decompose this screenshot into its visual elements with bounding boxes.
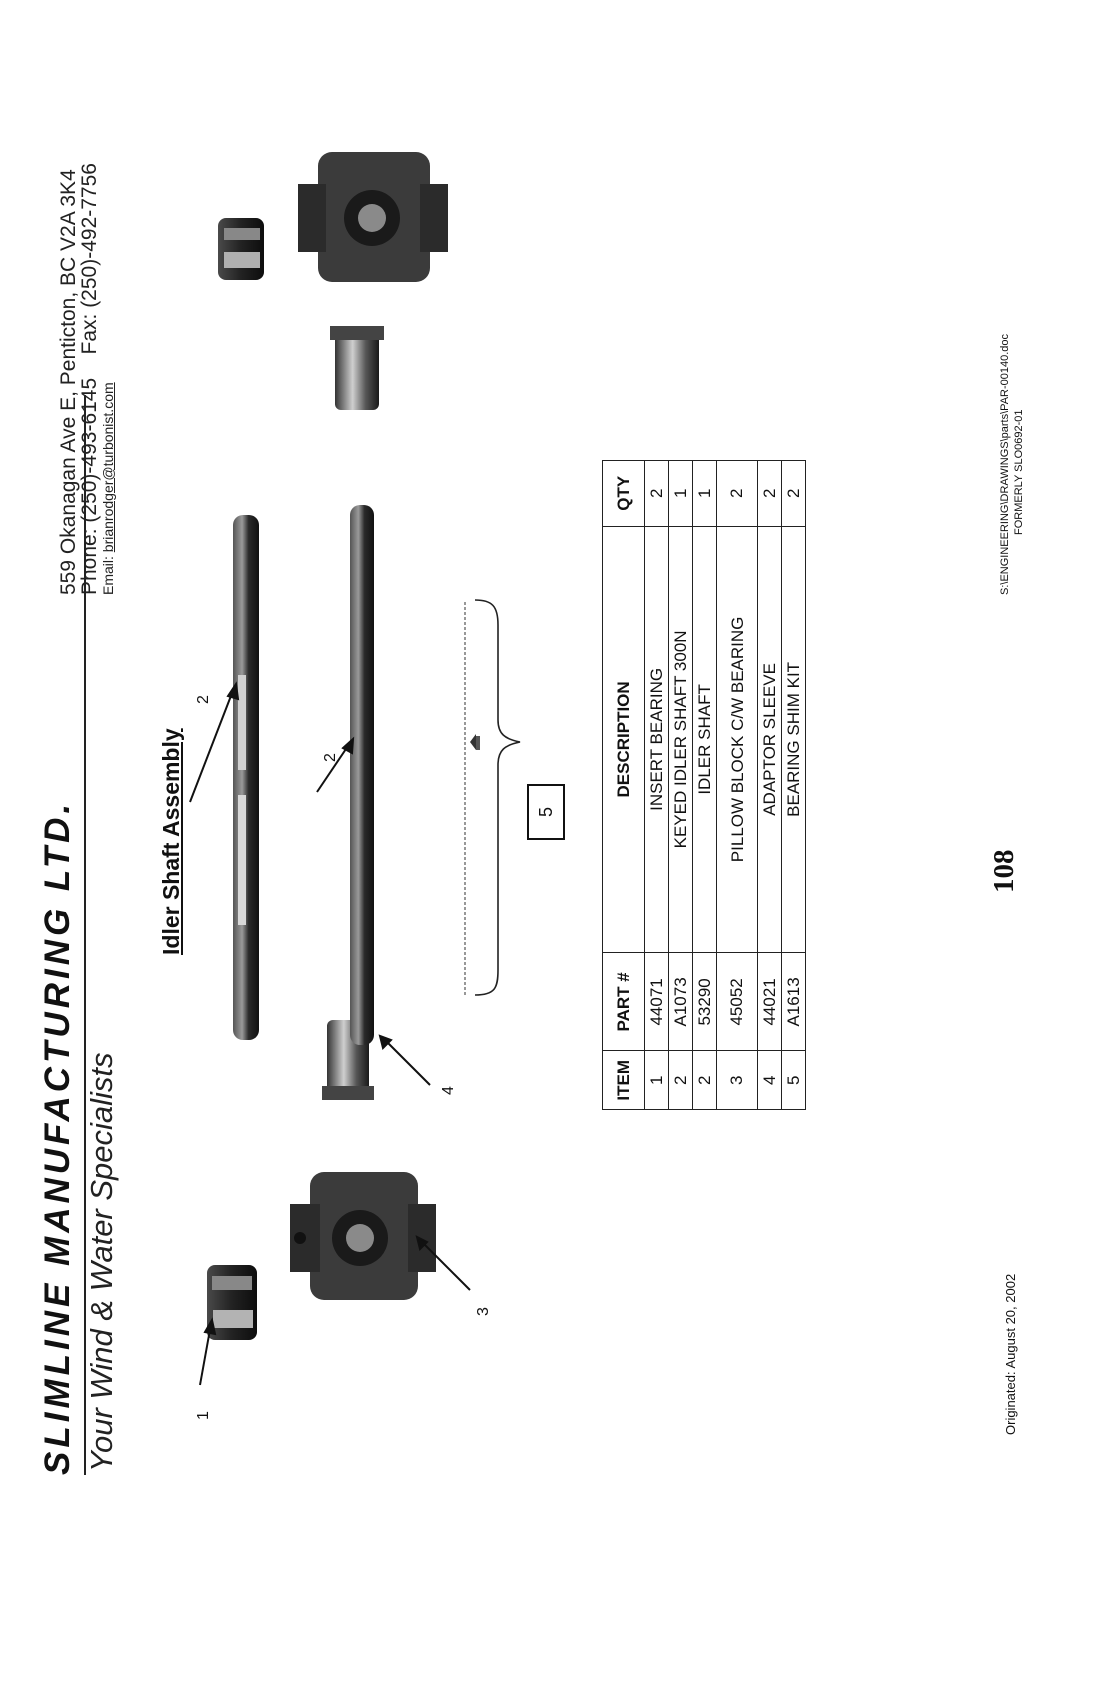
- pillow-block-right: [298, 152, 448, 282]
- phone-number: Phone: (250)-493-6145: [78, 377, 101, 595]
- cell-part-number: 44071: [645, 953, 669, 1051]
- page-title: Idler Shaft Assembly: [158, 728, 184, 955]
- parts-table: [602, 460, 806, 1110]
- table-row: [669, 461, 693, 1110]
- cell-description: KEYED IDLER SHAFT 300N: [669, 526, 693, 953]
- callout-item-5: 5: [527, 784, 565, 840]
- email-label: Email:: [100, 552, 116, 595]
- file-path: S:\ENGINEERING\DRAWINGS\parts\PAR-00140.doc: [999, 333, 1011, 595]
- cell-item: 4: [758, 1051, 782, 1110]
- callout-item-3: 3: [475, 1307, 492, 1316]
- fax-number: Fax: (250)-492-7756: [78, 163, 101, 355]
- cell-part-number: A1613: [782, 953, 806, 1051]
- cell-qty: 2: [782, 461, 806, 527]
- cell-part-number: 45052: [717, 953, 758, 1051]
- cell-qty: 2: [717, 461, 758, 527]
- company-tagline: Your Wind & Water Specialists: [84, 1052, 119, 1472]
- table-row: [758, 461, 782, 1110]
- insert-bearing-right: [218, 218, 264, 280]
- address-line: 559 Okanagan Ave E, Penticton, BC V2A 3K4: [57, 169, 80, 595]
- cell-item: 2: [669, 1051, 693, 1110]
- company-name: SLIMLINE MANUFACTURING LTD.: [38, 799, 77, 1475]
- header-description: DESCRIPTION: [603, 526, 645, 953]
- cell-qty: 1: [693, 461, 717, 527]
- adaptor-sleeve-right: [330, 326, 384, 410]
- file-path-block: [998, 334, 1026, 595]
- header-qty: QTY: [603, 461, 645, 527]
- table-row: [645, 461, 669, 1110]
- callout-item-1: 1: [195, 1411, 212, 1420]
- cell-part-number: A1073: [669, 953, 693, 1051]
- cell-description: IDLER SHAFT: [693, 526, 717, 953]
- arrowhead-4: [380, 1036, 391, 1048]
- leader-arrow-2b: [317, 743, 350, 792]
- cell-qty: 2: [645, 461, 669, 527]
- table-row: [782, 461, 806, 1110]
- originated-date: Originated: August 20, 2002: [1003, 1273, 1018, 1435]
- header-part-number: PART #: [603, 953, 645, 1051]
- cell-qty: 2: [758, 461, 782, 527]
- callout-item-2-plain: 2: [322, 753, 339, 762]
- email-link[interactable]: brianrodger@turbonist.com: [100, 382, 116, 553]
- cell-item: 1: [645, 1051, 669, 1110]
- keyed-idler-shaft: [233, 515, 259, 1040]
- idler-shaft: [350, 505, 374, 1045]
- cell-description: INSERT BEARING: [645, 526, 669, 953]
- pillow-block-left: [290, 1172, 436, 1300]
- cell-item: 2: [693, 1051, 717, 1110]
- cell-item: 5: [782, 1051, 806, 1110]
- cell-description: ADAPTOR SLEEVE: [758, 526, 782, 953]
- bearing-shim-kit: [465, 600, 480, 995]
- cell-part-number: 53290: [693, 953, 717, 1051]
- cell-qty: 1: [669, 461, 693, 527]
- leader-arrow-4: [385, 1040, 430, 1085]
- cell-description: BEARING SHIM KIT: [782, 526, 806, 953]
- formerly-code: FORMERLY SLO0692-01: [1013, 409, 1025, 535]
- callout-item-2-keyed: 2: [195, 695, 212, 704]
- table-row: [717, 461, 758, 1110]
- header-item: ITEM: [603, 1051, 645, 1110]
- cell-part-number: 44021: [758, 953, 782, 1051]
- cell-item: 3: [717, 1051, 758, 1110]
- leader-arrow-2a: [190, 688, 234, 802]
- table-row: [693, 461, 717, 1110]
- table-header-row: [603, 461, 645, 1110]
- callout-item-4: 4: [440, 1086, 457, 1095]
- page-number: 108: [988, 849, 1020, 893]
- shim-kit-brace: [475, 600, 520, 995]
- cell-description: PILLOW BLOCK C/W BEARING: [717, 526, 758, 953]
